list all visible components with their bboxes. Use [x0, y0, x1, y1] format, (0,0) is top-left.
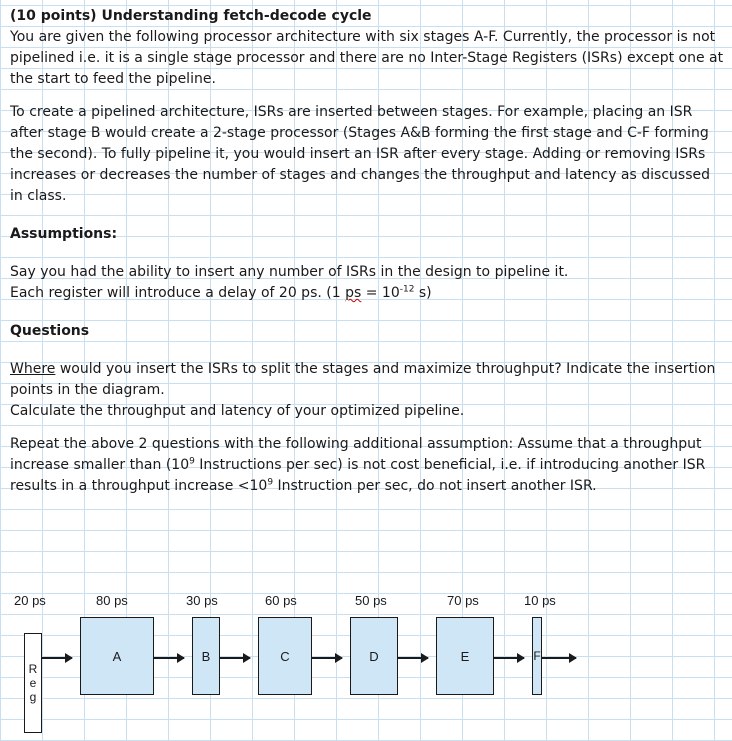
stage-f-box	[532, 617, 542, 695]
intro-paragraph-1: You are given the following processor architecture with six stages A-F. Currently, the processor is not pipelined i.e. it is a single stage processor and there are no Inter-Stage Registers (ISRs) except one at the start to feed the pipeline.	[10, 29, 724, 87]
stage-b-label: B	[201, 648, 211, 664]
repeat-paragraph: Repeat the above 2 questions with the following additional assumption: Assume that a throughput increase smaller than ($10^9$ Instructions per sec) is not cost beneficial, i.e. if introducing another ISR results in a throughput increase $<10^9$ Instruction per sec, do not insert another ISR.	[10, 436, 706, 494]
stage-f-label: F	[533, 649, 541, 663]
arrow-b-c	[220, 657, 250, 659]
questions-heading: Questions	[10, 323, 90, 339]
stage-f-delay: 10 ps	[524, 593, 556, 608]
intro-paragraph-2: To create a pipelined architecture, ISRs are inserted between stages. For example, placing an ISR after stage B would create a 2-stage processor (Stages A&B forming the first stage and C-F forming the second). To fully pipeline it, you would insert an ISR after every stage. Adding or removing ISRs increases or decreases the number of stages and changes the throughput and latency as discussed in class.	[10, 104, 710, 204]
stage-b-delay: 30 ps	[186, 593, 218, 608]
stage-d-label: D	[369, 648, 379, 664]
question-title: (10 points) Understanding fetch-decode cycle	[10, 8, 372, 24]
arrow-f-out	[542, 657, 576, 659]
arrow-c-d	[312, 657, 342, 659]
assumption-2: Each register will introduce a delay of 20 ps. (1 ps = $10^{-12}$ s)	[10, 284, 432, 301]
question-2: Calculate the throughput and latency of your optimized pipeline.	[10, 403, 465, 419]
stage-a-label: A	[112, 648, 122, 664]
stage-e-box	[436, 617, 494, 695]
input-register: R e g	[24, 633, 42, 733]
assumption-1: Say you had the ability to insert any number of ISRs in the design to pipeline it.	[10, 264, 569, 280]
stage-e-label: E	[460, 648, 470, 664]
arrow-a-b	[154, 657, 184, 659]
stage-a-delay: 80 ps	[96, 593, 128, 608]
arrow-reg-a	[42, 657, 72, 659]
stage-d-box	[350, 617, 398, 695]
stage-d-delay: 50 ps	[355, 593, 387, 608]
stage-e-delay: 70 ps	[447, 593, 479, 608]
register-delay-label: 20 ps	[14, 593, 46, 608]
stage-b-box	[192, 617, 220, 695]
stage-c-label: C	[280, 648, 290, 664]
pipeline-diagram	[0, 585, 732, 735]
arrow-d-e	[398, 657, 428, 659]
question-1: Where would you insert the ISRs to split the stages and maximize throughput? Indicate the insertion points in the diagram.	[10, 361, 716, 398]
assumptions-heading: Assumptions:	[10, 226, 118, 242]
arrow-e-f	[494, 657, 524, 659]
stage-c-box	[258, 617, 312, 695]
stage-c-delay: 60 ps	[265, 593, 297, 608]
stage-a-box	[80, 617, 154, 695]
question-document	[10, 6, 726, 497]
ps-spell-flag: ps	[345, 285, 362, 301]
